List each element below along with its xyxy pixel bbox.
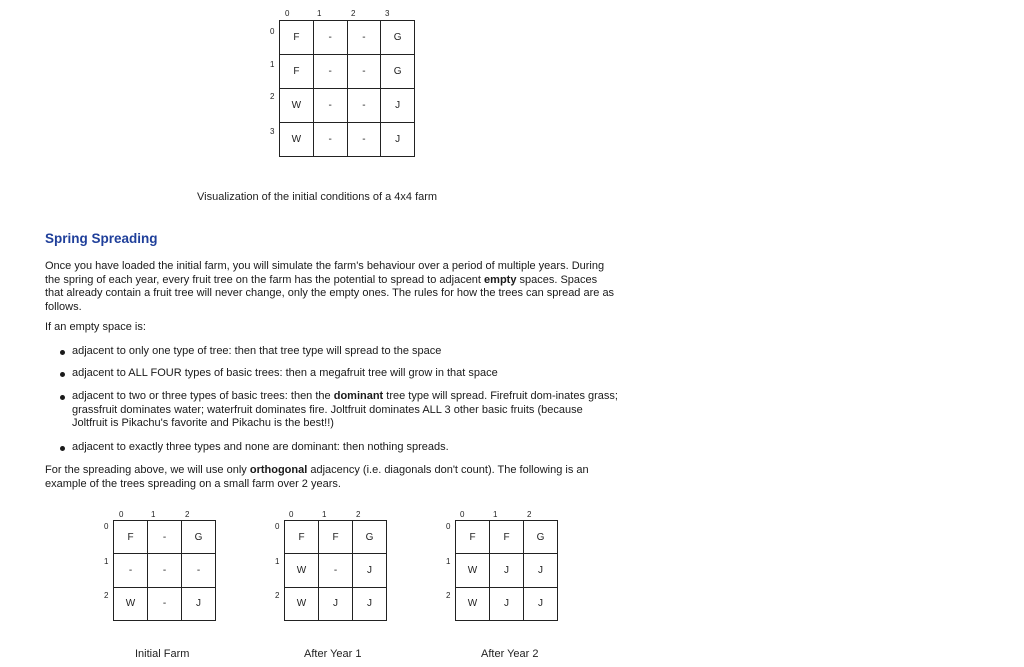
grid-cell: W [114, 587, 148, 620]
row-index: 0 [275, 522, 280, 531]
grid-cell: - [347, 55, 381, 89]
row-index: 1 [275, 557, 280, 566]
rule-text-continued: tree type will spread. Firefruit dom-inates grass; grassfruit dominates water; waterfruit dominates fire. Joltfruit dominates ALL 3 other basic fruits (because Joltfruit is Pikachu's favorite and Pikachu is the best!!) [72, 390, 618, 430]
col-index: 2 [185, 510, 190, 519]
grid-cell: F [280, 55, 314, 89]
farm-grid [279, 20, 415, 157]
rule-item [58, 390, 620, 431]
section-heading: Spring Spreading [45, 231, 158, 246]
grid-cell: W [285, 554, 319, 587]
farm-grid [113, 520, 216, 621]
row-index: 1 [446, 557, 451, 566]
rule-text: adjacent to two or three types of basic trees: then the [72, 390, 334, 402]
grid-cell: G [524, 521, 558, 554]
grid-cell: - [319, 554, 353, 587]
col-index: 1 [151, 510, 156, 519]
grid-cell: - [148, 587, 182, 620]
grid-cell: G [182, 521, 216, 554]
col-index: 2 [527, 510, 532, 519]
row-index: 3 [270, 127, 275, 136]
row-index: 1 [270, 60, 275, 69]
row-index: 1 [104, 557, 109, 566]
grid-cell: W [280, 89, 314, 123]
example-bold-orthogonal: orthogonal [249, 464, 308, 476]
grid-cell: - [148, 521, 182, 554]
rule-item [58, 441, 632, 455]
example-paragraph [45, 464, 617, 491]
grid-cell: - [347, 21, 381, 55]
grid-cell: F [285, 521, 319, 554]
grid-cell: G [381, 21, 415, 55]
col-index: 1 [317, 9, 322, 18]
grid-cell: J [353, 587, 387, 620]
grid-cell: J [381, 123, 415, 157]
col-index: 0 [119, 510, 124, 519]
grid-cell: F [280, 21, 314, 55]
if-empty-line: If an empty space is: [45, 321, 146, 333]
row-index: 2 [275, 591, 280, 600]
rule-text: adjacent to exactly three types and none are dominant: then nothing spreads. [72, 441, 449, 453]
row-index: 2 [270, 92, 275, 101]
grid-cell: - [313, 55, 347, 89]
figure-caption: Visualization of the initial conditions of a 4x4 farm [197, 191, 438, 203]
rule-bold-dominant: dominant [333, 390, 384, 402]
grid-cell: J [524, 554, 558, 587]
grid-cell: J [381, 89, 415, 123]
grid-cell: W [280, 123, 314, 157]
grid-cell: - [148, 554, 182, 587]
grid-cell: J [319, 587, 353, 620]
figure-caption: After Year 2 [481, 648, 539, 660]
col-index: 2 [356, 510, 361, 519]
row-index: 0 [270, 27, 275, 36]
grid-cell: - [182, 554, 216, 587]
rule-item [58, 345, 632, 359]
grid-cell: - [114, 554, 148, 587]
rule-text: adjacent to only one type of tree: then that tree type will spread to the space [72, 345, 442, 357]
grid-cell: J [524, 587, 558, 620]
grid-cell: - [347, 123, 381, 157]
intro-text-continued: spaces. Spaces that already contain a fruit tree will never change, only the empty ones. The rules for how the trees can spread are as follows. [45, 273, 615, 314]
grid-cell: G [381, 55, 415, 89]
row-index: 0 [104, 522, 109, 531]
grid-cell: - [313, 123, 347, 157]
farm-grid [455, 520, 558, 621]
col-index: 3 [385, 9, 390, 18]
grid-cell: - [313, 89, 347, 123]
grid-cell: J [353, 554, 387, 587]
figure-caption: Initial Farm [135, 648, 190, 660]
grid-cell: J [490, 587, 524, 620]
row-index: 2 [104, 591, 109, 600]
col-index: 0 [289, 510, 294, 519]
figure-caption: After Year 1 [304, 648, 362, 660]
grid-cell: - [347, 89, 381, 123]
grid-cell: G [353, 521, 387, 554]
grid-cell: F [319, 521, 353, 554]
col-index: 1 [322, 510, 327, 519]
col-index: 2 [351, 9, 356, 18]
farm-grid [284, 520, 387, 621]
grid-cell: F [456, 521, 490, 554]
grid-cell: J [490, 554, 524, 587]
grid-cell: - [313, 21, 347, 55]
rule-text: adjacent to ALL FOUR types of basic trees: then a megafruit tree will grow in that space [72, 367, 498, 379]
grid-cell: F [490, 521, 524, 554]
col-index: 0 [460, 510, 465, 519]
example-text-continued: adjacency (i.e. diagonals don't count). The following is an example of the trees spreading on a small farm over 2 years. [45, 464, 589, 490]
grid-cell: W [456, 554, 490, 587]
intro-text: Once you have loaded the initial farm, you will simulate the farm's behaviour over a period of multiple years. During the spring of each year, every fruit tree on the farm has the potential to spread to adjacent [45, 260, 605, 286]
rule-item [58, 367, 632, 381]
intro-paragraph [45, 260, 617, 315]
col-index: 1 [493, 510, 498, 519]
intro-bold-empty: empty [484, 273, 517, 286]
grid-cell: F [114, 521, 148, 554]
col-index: 0 [285, 9, 290, 18]
example-text: For the spreading above, we will use only [45, 464, 250, 476]
row-index: 2 [446, 591, 451, 600]
row-index: 0 [446, 522, 451, 531]
grid-cell: W [456, 587, 490, 620]
grid-cell: W [285, 587, 319, 620]
grid-cell: J [182, 587, 216, 620]
